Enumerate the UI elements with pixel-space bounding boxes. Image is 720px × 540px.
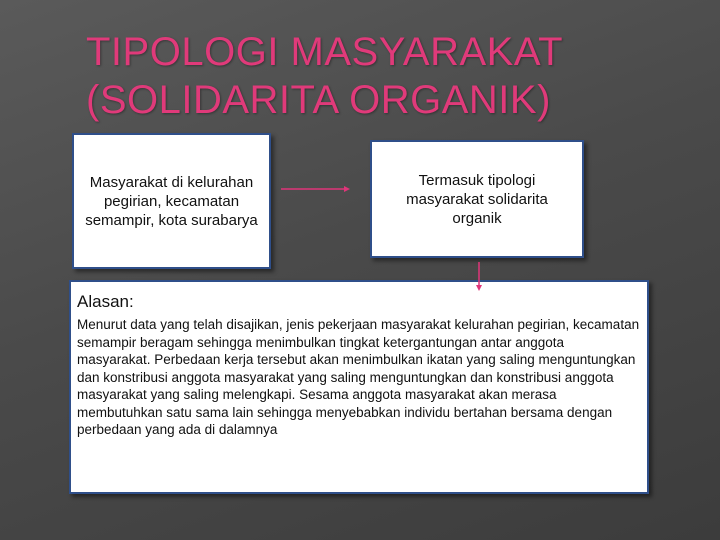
title-line-1: TIPOLOGI MASYARAKAT [86,30,563,74]
community-text: Masyarakat di kelurahan pegirian, kecamatan semampir, kota surabarya [85,173,258,229]
title-line-2: (SOLIDARITA ORGANIK) [86,78,551,122]
slide-title [86,28,686,124]
community-box [72,133,271,269]
reason-body: Menurut data yang telah disajikan, jenis pekerjaan masyarakat kelurahan pegirian, kecamatan semampir beragam sehingga menimbulkan tingkat ketergantungan antar anggota masyarakat. Perbedaan kerja tersebut akan menimbulkan ikatan yang saling menguntungkan dan konstribusi anggota masyarakat yang saling menguntungkan dan konstribusi anggota masyarakat yang saling melengkapi. Sesama anggota masyarakat akan merasa membutuhkan satu sama lain sehingga menyebabkan individu bertahan bersama dengan perbedaan yang ada di dalamnya [77,317,640,437]
reason-box [69,280,649,494]
typology-text: Termasuk tipologi masyarakat solidarita organik [406,171,548,227]
typology-box [370,140,584,258]
right-arrow [281,186,350,192]
reason-heading: Alasan: [77,292,134,311]
